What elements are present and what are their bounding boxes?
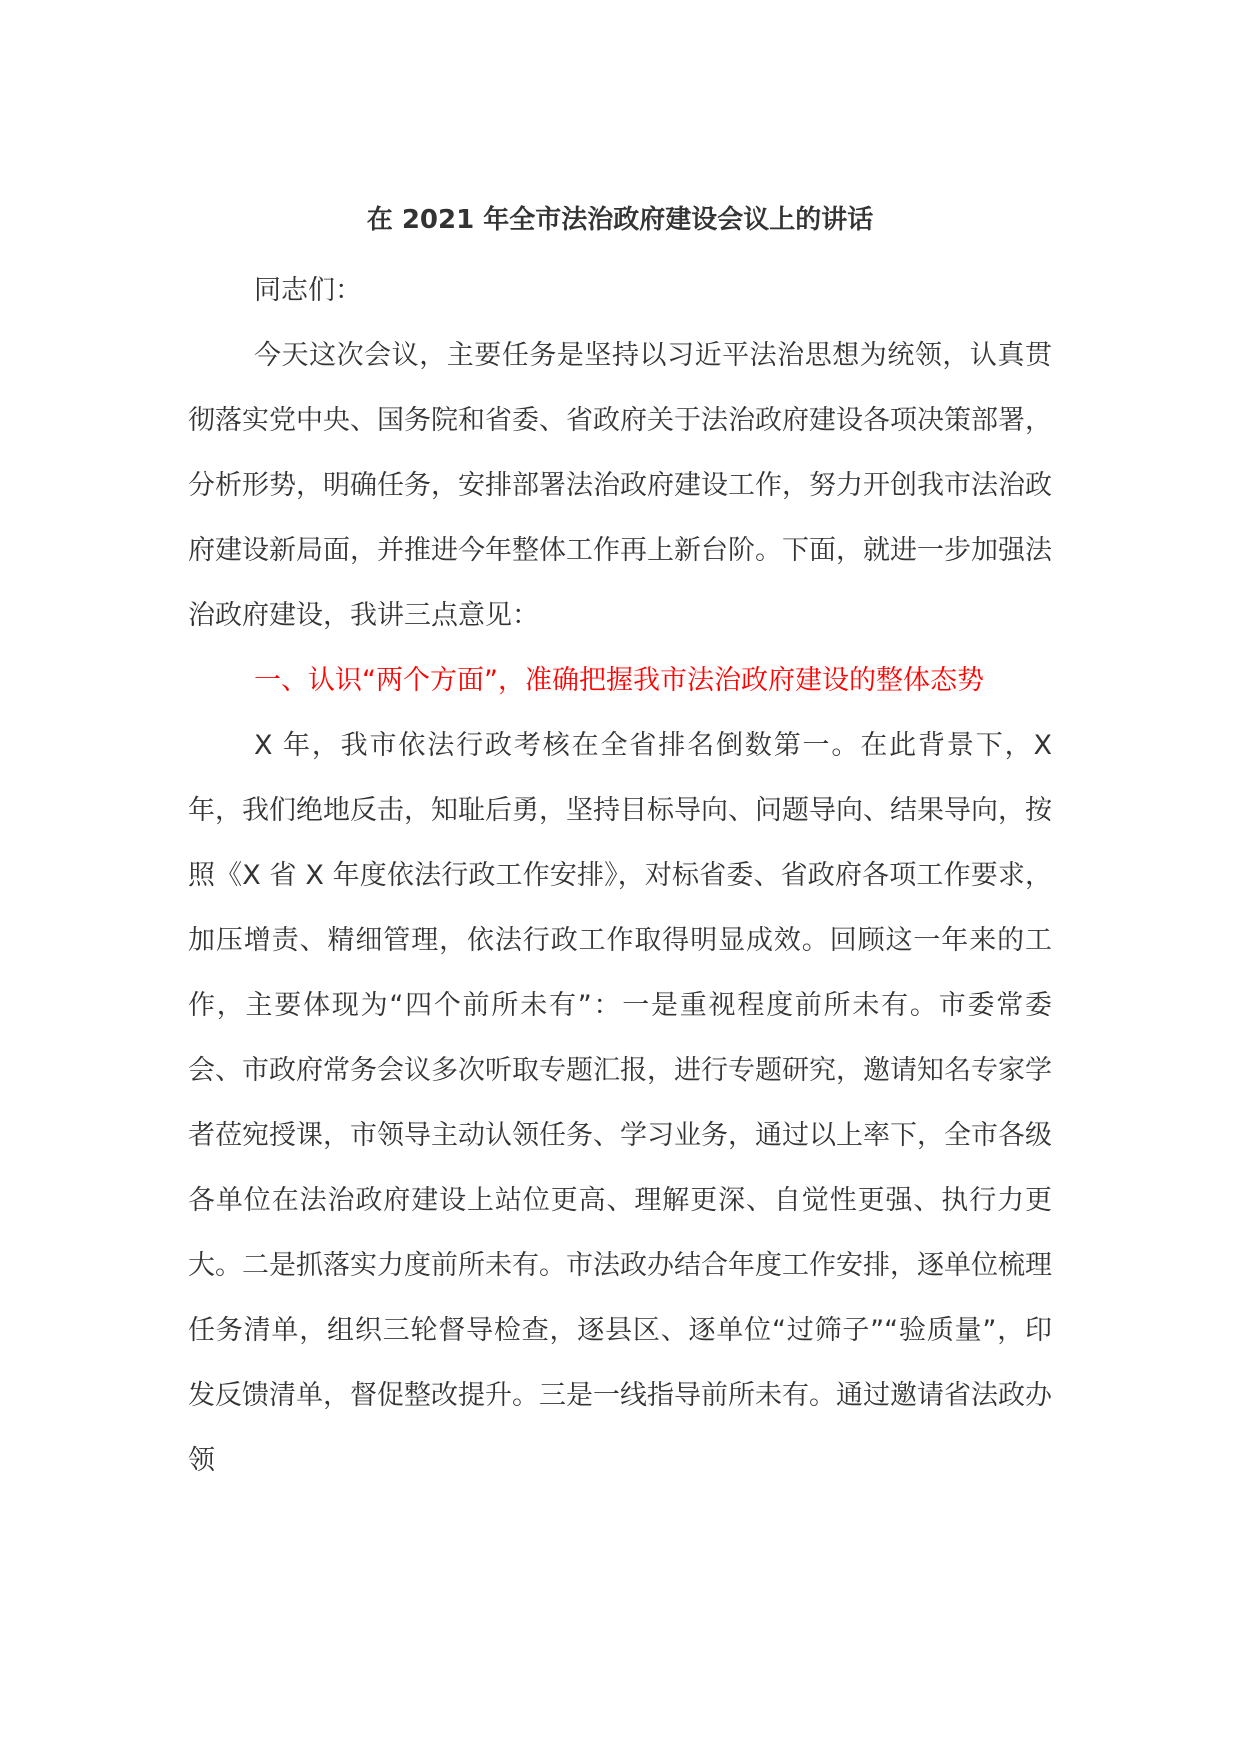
greeting: 同志们：	[254, 275, 362, 306]
document-title: 在 2021 年全市法治政府建设会议上的讲话	[366, 205, 874, 235]
document-page	[188, 0, 1052, 1754]
paragraph-intro: 今天这次会议，主要任务是坚持以习近平法治思想为统领，认真贯彻落实党中央、国务院和省委、省政府关于法治政府建设各项决策部署，分析形势，明确任务，安排部署法治政府建设工作，努力开创我市法治政府建设新局面，并推进今年整体工作再上新台阶。下面，就进一步加强法治政府建设，我讲三点意见：	[188, 340, 1052, 631]
section-heading-1: 一、认识“两个方面”，准确把握我市法治政府建设的整体态势	[254, 665, 984, 696]
document-body	[188, 258, 1052, 1493]
paragraph-section-1: X 年，我市依法行政考核在全省排名倒数第一。在此背景下，X 年，我们绝地反击，知耻后勇，坚持目标导向、问题导向、结果导向，按照《X 省 X 年度依法行政工作安排》，对标省委、省政府各项工作要求，加压增责、精细管理，依法行政工作取得明显成效。回顾这一年来的工作，主要体现为“四个前所未有”：一是重视程度前所未有。市委常委会、市政府常务会议多次听取专题汇报，进行专题研究，邀请知名专家学者莅宛授课，市领导主动认领任务、学习业务，通过以上率下，全市各级各单位在法治政府建设上站位更高、理解更深、自觉性更强、执行力更大。二是抓落实力度前所未有。市法政办结合年度工作安排，逐单位梳理任务清单，组织三轮督导检查，逐县区、逐单位“过筛子”“验质量”，印发反馈清单，督促整改提升。三是一线指导前所未有。通过邀请省法政办领	[188, 730, 1052, 1476]
